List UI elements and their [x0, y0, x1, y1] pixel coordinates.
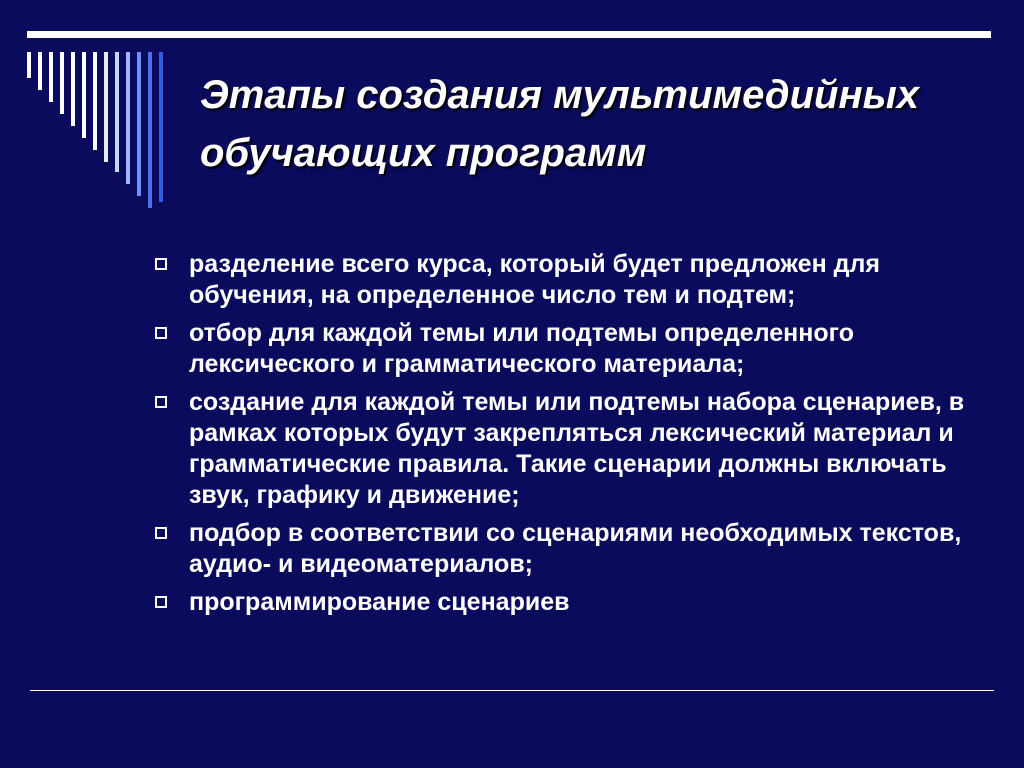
bullet-item	[152, 249, 972, 311]
bullet-item	[152, 318, 972, 380]
hollow-square-bullet-icon	[155, 396, 167, 408]
slide-title-line-2: обучающих программ	[200, 131, 647, 175]
bullet-text: программирование сценариев	[189, 588, 570, 616]
hollow-square-bullet-icon	[155, 596, 167, 608]
bottom-rule	[30, 690, 994, 691]
slide-title-line-1: Этапы создания мультимедийных	[200, 73, 920, 117]
bullet-text: отбор для каждой темы или подтемы определенного лексического и грамматического материала;	[189, 319, 854, 378]
bullet-item	[152, 587, 972, 618]
bullet-text: разделение всего курса, который будет предложен для обучения, на определенное число тем и подтем;	[189, 250, 880, 309]
decorative-stripes	[0, 0, 200, 220]
bullet-item	[152, 518, 972, 580]
hollow-square-bullet-icon	[155, 327, 167, 339]
hollow-square-bullet-icon	[155, 527, 167, 539]
hollow-square-bullet-icon	[155, 258, 167, 270]
bullet-list	[152, 249, 972, 625]
bullet-text: создание для каждой темы или подтемы набора сценариев, в рамках которых будут закрепляться лексический материал и грамматические правила. Такие сценарии должны включать звук, графику и движение;	[189, 388, 965, 509]
slide-title	[200, 66, 990, 182]
bullet-text: подбор в соответствии со сценариями необходимых текстов, аудио- и видеоматериалов;	[189, 519, 962, 578]
bullet-item	[152, 387, 972, 511]
